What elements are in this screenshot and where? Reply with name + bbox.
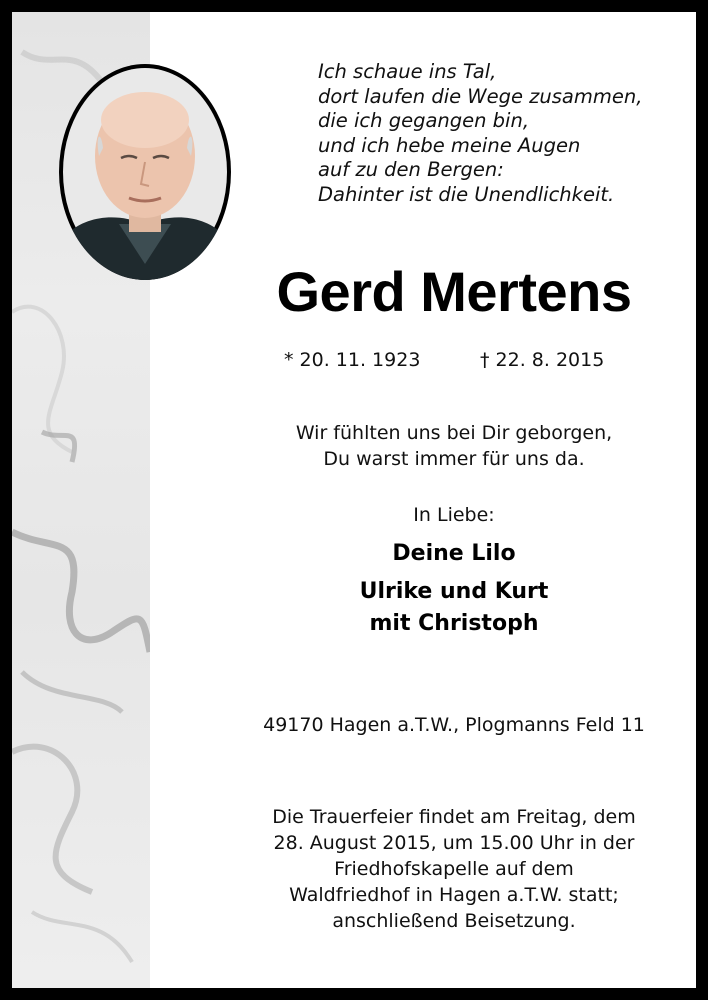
deceased-name: Gerd Mertens xyxy=(276,260,632,323)
mourner-line: mit Christoph xyxy=(369,611,539,636)
service-line: 28. August 2015, um 15.00 Uhr in der xyxy=(273,832,635,854)
mourner-line: Ulrike und Kurt xyxy=(359,579,549,604)
saying-line: Du warst immer für uns da. xyxy=(323,448,585,470)
poem-line: auf zu den Bergen: xyxy=(318,158,504,182)
death-date: † 22. 8. 2015 xyxy=(480,349,605,371)
family-address: 49170 Hagen a.T.W., Plogmanns Feld 11 xyxy=(263,714,645,736)
portrait-photo xyxy=(59,64,231,280)
obituary-notice xyxy=(12,12,696,988)
poem xyxy=(318,60,642,208)
service-line: Die Trauerfeier findet am Freitag, dem xyxy=(272,806,636,828)
mourner-line: Deine Lilo xyxy=(392,541,516,566)
poem-line: die ich gegangen bin, xyxy=(318,109,530,133)
birth-date: * 20. 11. 1923 xyxy=(284,349,421,371)
saying xyxy=(244,420,664,472)
poem-line: und ich hebe meine Augen xyxy=(318,133,581,157)
mourners-intro: In Liebe: xyxy=(413,504,495,526)
service-line: anschließend Beisetzung. xyxy=(332,910,576,932)
mourners-list xyxy=(244,538,664,640)
poem-line: Dahinter ist die Unendlichkeit. xyxy=(318,182,615,206)
poem-line: dort laufen die Wege zusammen, xyxy=(318,84,643,108)
service-line: Waldfriedhof in Hagen a.T.W. statt; xyxy=(289,884,619,906)
funeral-service-info xyxy=(244,804,664,934)
service-line: Friedhofskapelle auf dem xyxy=(334,858,574,880)
saying-line: Wir fühlten uns bei Dir geborgen, xyxy=(295,422,613,444)
poem-line: Ich schaue ins Tal, xyxy=(318,60,497,83)
